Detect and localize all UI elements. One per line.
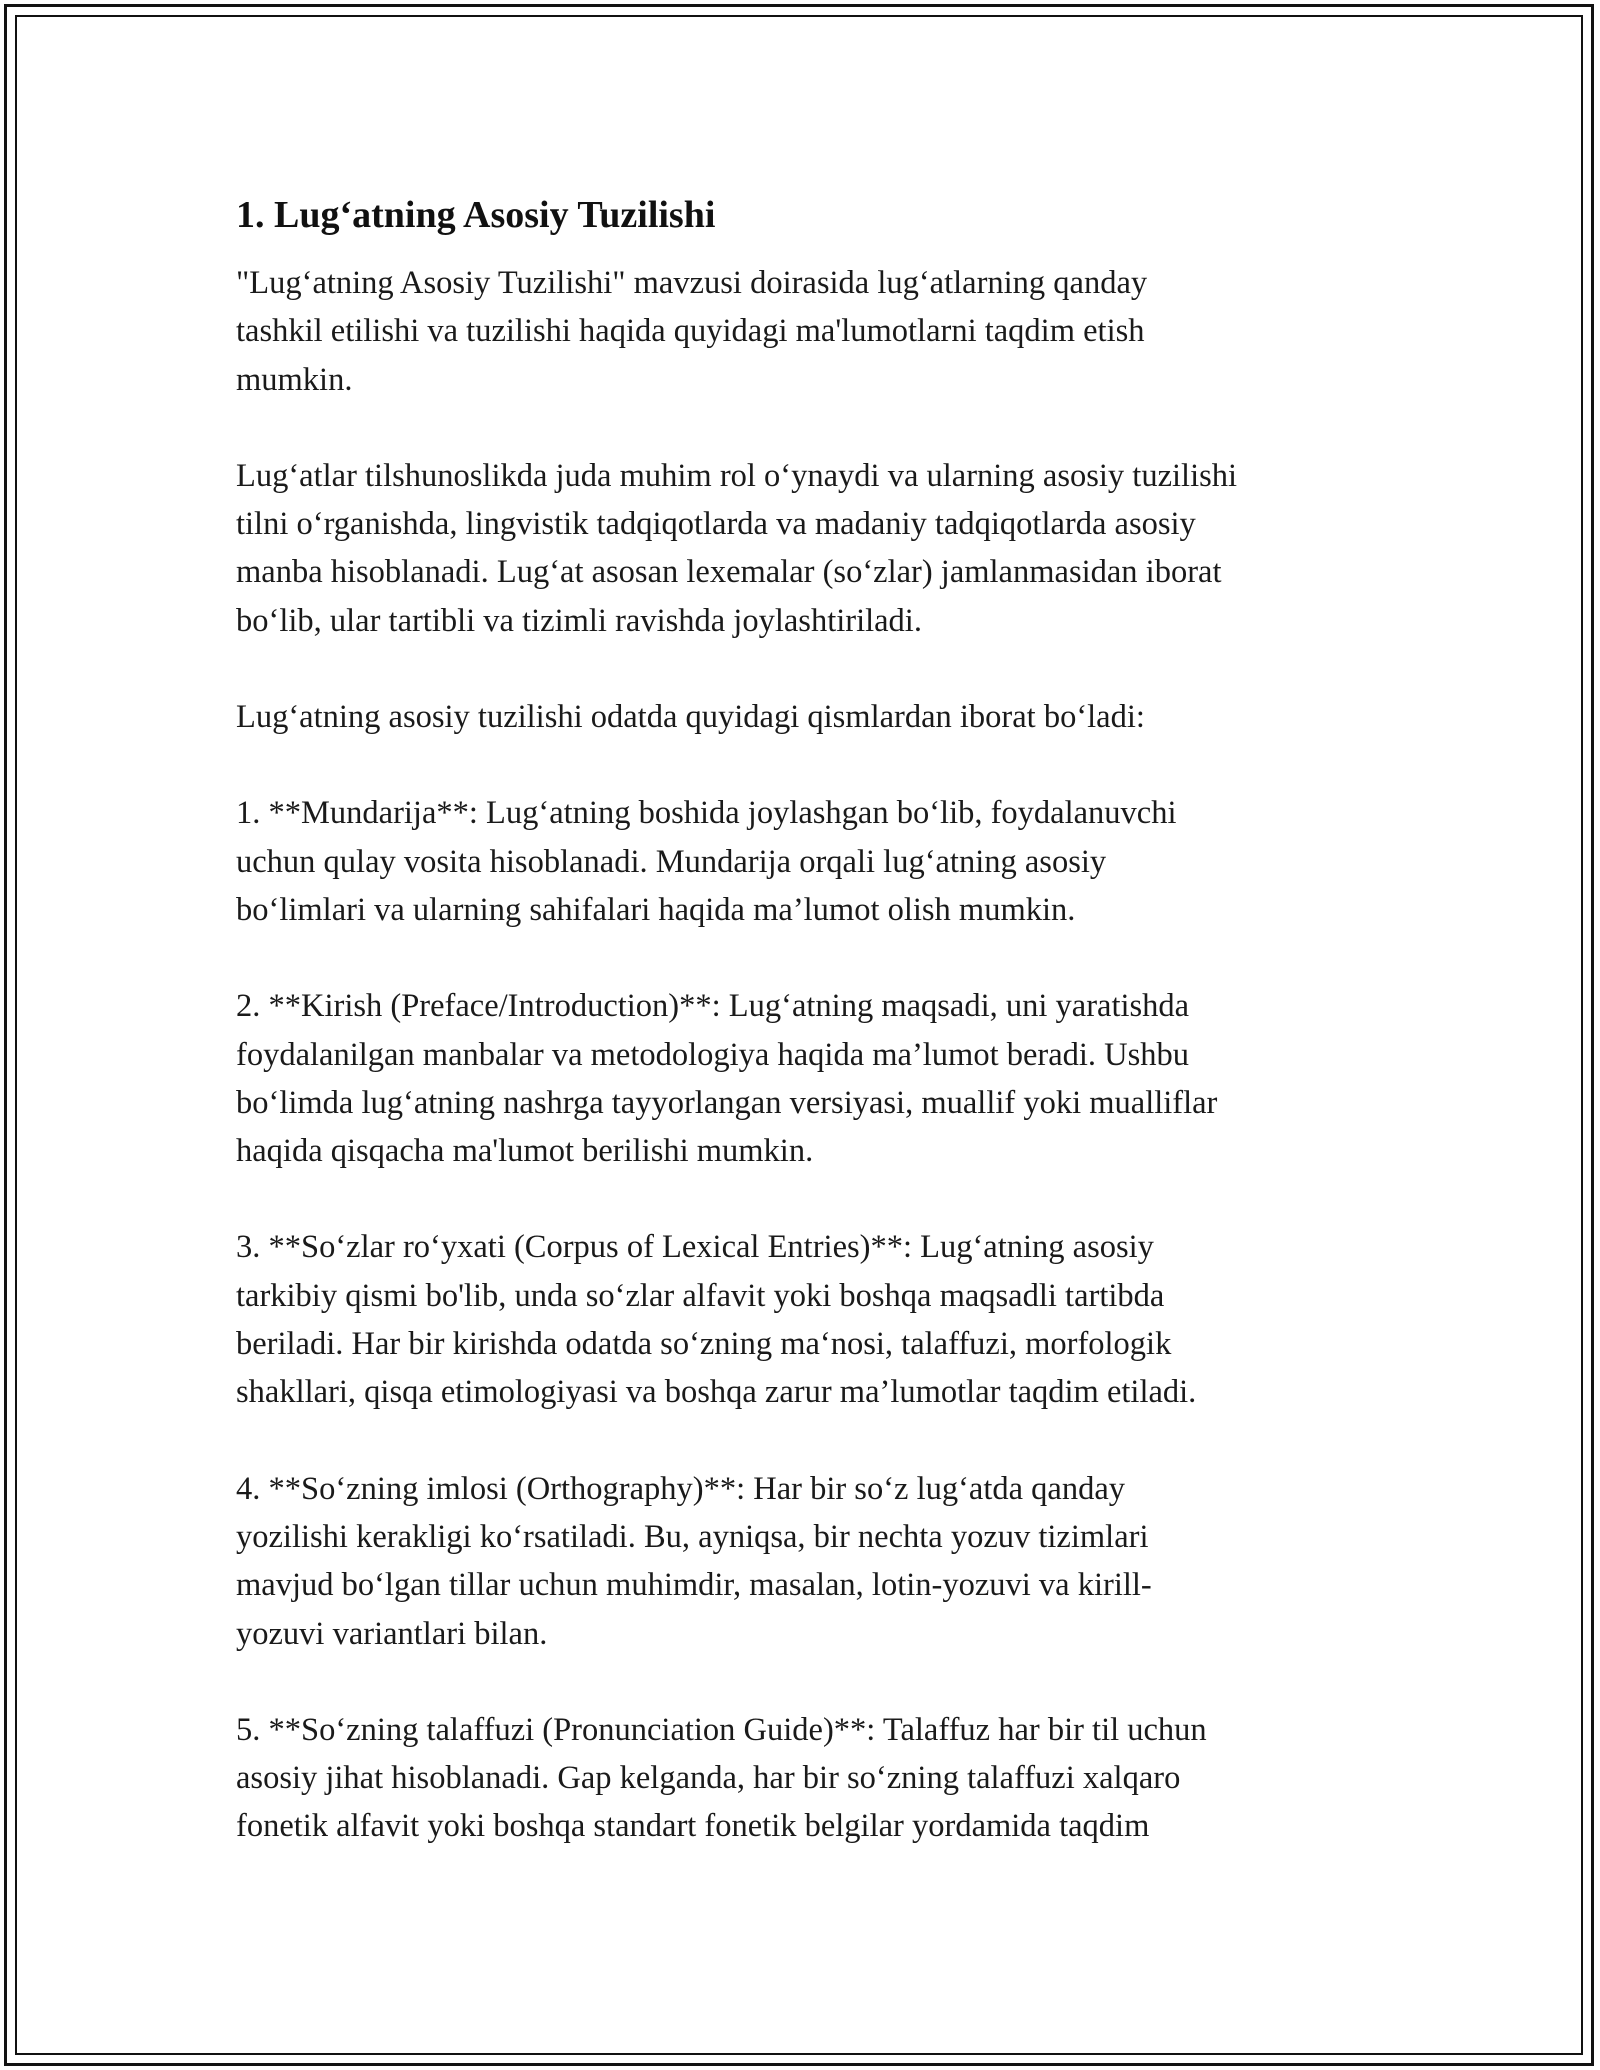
section-title: 1. Lugʻatning Asosiy Tuzilishi	[236, 194, 716, 236]
overview-paragraph: Lugʻatlar tilshunoslikda juda muhim rol oʻynaydi va ularning asosiy tuzilishi tilni oʻrganishda, lingvistik tadqiqotlarda va madaniy tadqiqotlarda asosiy manba hisoblanadi. Lugʻat asosan lexemalar (soʻzlar) jamlanmasidan iborat boʻlib, ular tartibli va tizimli ravishda joylashtiriladi.	[236, 457, 1238, 639]
list-item-mundarija: 1. **Mundarija**: Lugʻatning boshida joylashgan boʻlib, foydalanuvchi uchun qulay vosita hisoblanadi. Mundarija orqali lugʻatning asosiy boʻlimlari va ularning sahifalari haqida ma’lumot olish mumkin.	[236, 795, 1177, 928]
list-item-kirish: 2. **Kirish (Preface/Introduction)**: Lugʻatning maqsadi, uni yaratishda foydalanilgan manbalar va metodologiya haqida ma’lumot beradi. Ushbu boʻlimda lugʻatning nashrga tayyorlangan versiyasi, muallif yoki mualliflar haqida qisqacha ma'lumot berilishi mumkin.	[236, 988, 1218, 1170]
list-item-imlo: 4. **Soʻzning imlosi (Orthography)**: Har bir soʻz lugʻatda qanday yozilishi kerakligi koʻrsatiladi. Bu, ayniqsa, bir nechta yozuv tizimlari mavjud boʻlgan tillar uchun muhimdir, masalan, lotin-yozuvi va kirill- yozuvi variantlari bilan.	[236, 1470, 1152, 1652]
structure-lead-paragraph: Lugʻatning asosiy tuzilishi odatda quyidagi qismlardan iborat boʻladi:	[236, 699, 1145, 736]
document-page	[236, 188, 1386, 1851]
intro-paragraph: "Lugʻatning Asosiy Tuzilishi" mavzusi doirasida lugʻatlarning qanday tashkil etilishi va tuzilishi haqida quyidagi ma'lumotlarni taqdim etish mumkin.	[236, 265, 1148, 398]
list-item-sozlar-royxati: 3. **Soʻzlar roʻyxati (Corpus of Lexical Entries)**: Lugʻatning asosiy tarkibiy qismi bo'lib, unda soʻzlar alfavit yoki boshqa maqsadli tartibda beriladi. Har bir kirishda odatda soʻzning maʻnosi, talaffuzi, morfologik shakllari, qisqa etimologiyasi va boshqa zarur ma’lumotlar taqdim etiladi.	[236, 1229, 1197, 1411]
list-item-talaffuz: 5. **Soʻzning talaffuzi (Pronunciation Guide)**: Talaffuz har bir til uchun asosiy jihat hisoblanadi. Gap kelganda, har bir soʻzning talaffuzi xalqaro fonetik alfavit yoki boshqa standart fonetik belgilar yordamida taqdim	[236, 1711, 1207, 1845]
